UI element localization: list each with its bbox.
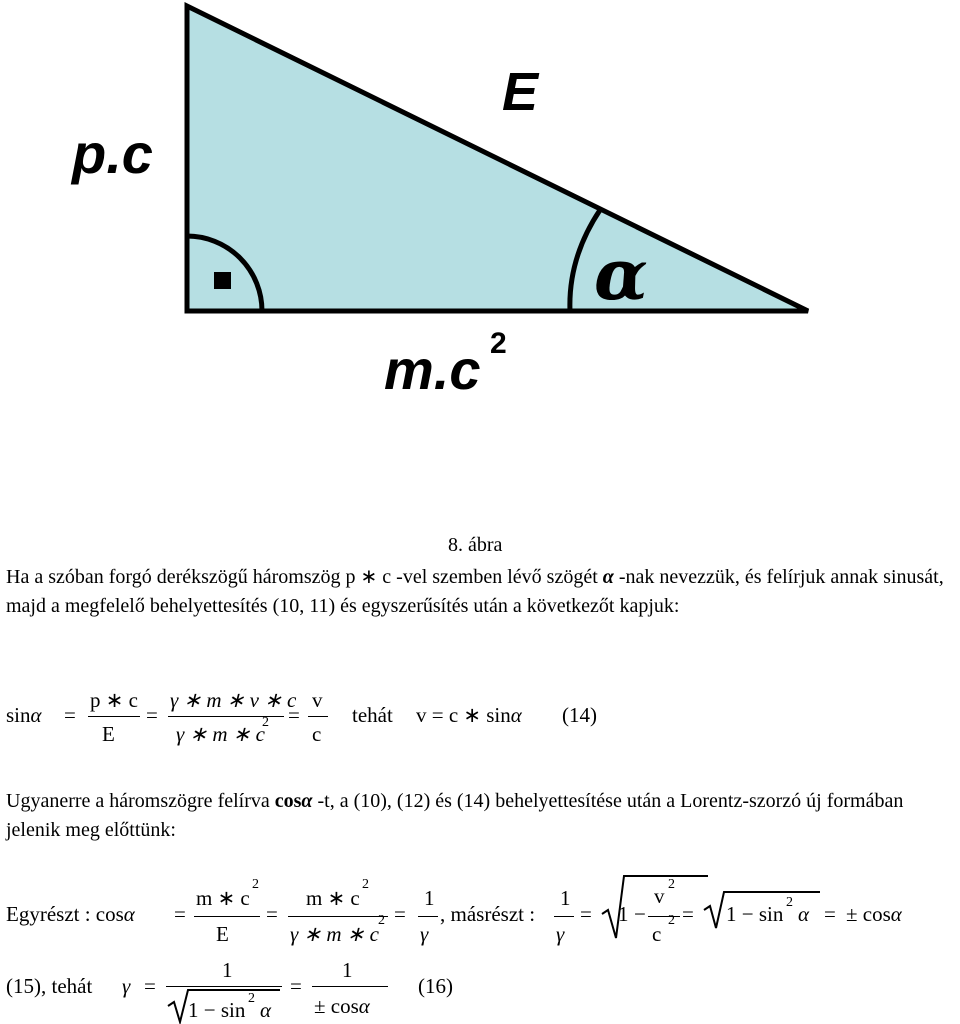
eq15-f2-exp: 2 xyxy=(362,877,369,892)
eq14-f2-exp: 2 xyxy=(262,715,269,730)
eq15-pm-cos: ± cosα xyxy=(846,902,902,926)
eq15-f5-den: c xyxy=(652,922,662,946)
eq15-eq2: = xyxy=(266,902,278,926)
eq16-f1-line xyxy=(166,986,282,987)
para2-text-b: -t, a (10), (12) és (14) behelyettesítése után a Lorentz-szorzó új formában jelenik meg előttünk: xyxy=(6,790,904,841)
eq14-f1-line xyxy=(88,716,140,717)
para2-alpha: α xyxy=(301,790,313,812)
label-exponent: 2 xyxy=(490,327,507,360)
eq14-sin: sinα xyxy=(6,703,42,727)
eq14-f3-num: v xyxy=(312,688,323,712)
paragraph-1 xyxy=(6,563,956,621)
eq14-f1-den: E xyxy=(102,722,115,746)
eq15-masreszt: , másrészt : xyxy=(440,902,536,926)
para2-text-a: Ugyanerre a háromszögre felírva xyxy=(6,790,275,812)
eq15-f5-line xyxy=(648,916,680,917)
eq15-eq3: = xyxy=(394,902,406,926)
eq15-f5-num-exp: 2 xyxy=(668,877,675,892)
para1-text-c: -nak nevezzük, és felírjuk annak sinusát, majd a megfelelő behelyettesítés (10, 11) és egyszerűsítés után a következőt kapjuk: xyxy=(6,566,944,617)
figure-caption: 8. ábra xyxy=(448,534,503,556)
eq15-f2-den-exp: 2 xyxy=(378,913,385,928)
eq15-f1-exp: 2 xyxy=(252,877,259,892)
eq16-f2-num: 1 xyxy=(342,958,353,982)
paragraph-2 xyxy=(6,787,956,845)
eq16-number: (16) xyxy=(418,974,453,998)
para2-cos: cos xyxy=(274,790,302,812)
eq15-f5-num: v xyxy=(654,884,665,908)
eq15-f3-line xyxy=(418,916,438,917)
para1-text-b: -vel szemben lévő szögét xyxy=(391,566,603,588)
right-angle-dot xyxy=(214,272,231,289)
eq14-eq1: = xyxy=(64,703,76,727)
eq15-f2-num: m ∗ c xyxy=(306,886,360,910)
eq14-f2-den: γ ∗ m ∗ c xyxy=(176,722,265,746)
eq15-sqrt1-one: 1 xyxy=(618,902,629,926)
eq15-f1-line xyxy=(194,916,260,917)
eq15-eq1: = xyxy=(174,902,186,926)
eq15-eq6: = xyxy=(824,902,836,926)
eq16-gamma: γ xyxy=(122,974,131,998)
eq15-egyreszt: Egyrészt : cosα xyxy=(6,902,135,926)
label-energy: E xyxy=(502,62,539,122)
eq14-eq2: = xyxy=(146,703,158,727)
eq16-eq1: = xyxy=(144,974,156,998)
eq14-f3-line xyxy=(308,716,328,717)
eq16-f2-line xyxy=(312,986,388,987)
eq15-eq4: = xyxy=(580,902,592,926)
para1-text-a: Ha a szóban forgó derékszögű háromszög xyxy=(6,566,346,588)
label-mass-energy: m.c xyxy=(384,338,481,401)
eq15-sqrt1-minus: − xyxy=(634,902,646,926)
para1-alpha: α xyxy=(602,566,614,588)
label-momentum: p.c xyxy=(72,122,153,185)
eq15-f3-num: 1 xyxy=(424,886,435,910)
eq14-f2-num: γ ∗ m ∗ v ∗ c xyxy=(170,688,297,712)
eq15-f1-num: m ∗ c xyxy=(196,886,250,910)
eq14-eq3: = xyxy=(288,703,300,727)
label-alpha: α xyxy=(594,233,648,316)
right-triangle xyxy=(187,6,808,316)
eq14-f1-num: p ∗ c xyxy=(90,688,138,712)
eq16-f1-num: 1 xyxy=(222,958,233,982)
eq15-f2-line xyxy=(288,916,388,917)
eq15-sqrt2-alpha: α xyxy=(798,902,810,926)
eq16-f1-exp: 2 xyxy=(248,991,255,1006)
eq14-number: (14) xyxy=(562,703,597,727)
eq15-sqrt2-content: 1 − sin xyxy=(726,902,784,926)
eq16-f1-alpha: α xyxy=(260,998,272,1022)
eq15-f4-num: 1 xyxy=(560,886,571,910)
eq14-f3-den: c xyxy=(312,722,322,746)
eq16-f2-den: ± cosα xyxy=(314,994,370,1018)
eq15-f4-den: γ xyxy=(556,922,565,946)
eq14-tehat: tehát xyxy=(352,703,393,727)
eq16-f1-den: 1 − sin xyxy=(188,998,246,1022)
eq15-f5-den-exp: 2 xyxy=(668,913,675,928)
eq16-eq2: = xyxy=(290,974,302,998)
eq15-eq5: = xyxy=(682,902,694,926)
para1-expr: p ∗ c xyxy=(345,566,392,588)
eq15-sqrt2-exp: 2 xyxy=(786,895,793,910)
eq15-f3-den: γ xyxy=(420,922,429,946)
eq16-label: (15), tehát xyxy=(6,974,93,998)
eq14-result: v = c ∗ sinα xyxy=(416,703,522,727)
eq15-f4-line xyxy=(554,916,574,917)
eq15-f1-den: E xyxy=(216,922,229,946)
eq15-f2-den: γ ∗ m ∗ c xyxy=(290,922,379,946)
